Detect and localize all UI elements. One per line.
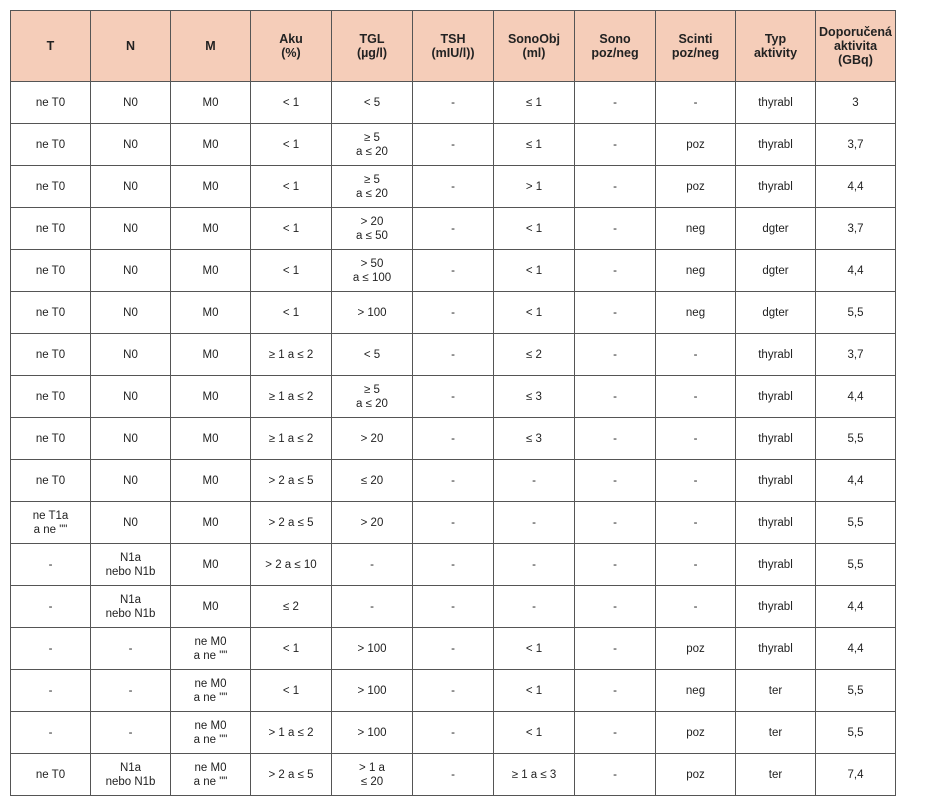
cell-tgl: > 20 [332, 418, 413, 460]
cell-scinti: poz [656, 628, 736, 670]
cell-n: N0 [91, 460, 171, 502]
table-body [11, 82, 896, 796]
cell-m: M0 [171, 166, 251, 208]
table-row [11, 208, 896, 250]
cell-m: ne M0 a ne "" [171, 628, 251, 670]
header-scinti: Scinti poz/neg [656, 11, 736, 82]
cell-t: - [11, 628, 91, 670]
table-row [11, 334, 896, 376]
cell-scinti: - [656, 418, 736, 460]
cell-n: - [91, 628, 171, 670]
cell-scinti: neg [656, 208, 736, 250]
cell-n: N0 [91, 250, 171, 292]
cell-aku: > 1 a ≤ 2 [251, 712, 332, 754]
cell-tsh: - [413, 460, 494, 502]
cell-scinti: neg [656, 250, 736, 292]
header-sono: Sono poz/neg [575, 11, 656, 82]
cell-tsh: - [413, 712, 494, 754]
cell-tsh: - [413, 208, 494, 250]
table-row [11, 754, 896, 796]
cell-n: N0 [91, 376, 171, 418]
cell-doporucena-aktivita: 4,4 [816, 628, 896, 670]
cell-tsh: - [413, 166, 494, 208]
table-row [11, 82, 896, 124]
cell-sonoobj: - [494, 502, 575, 544]
cell-sono: - [575, 124, 656, 166]
cell-scinti: neg [656, 670, 736, 712]
cell-sonoobj: < 1 [494, 208, 575, 250]
cell-m: M0 [171, 250, 251, 292]
cell-sono: - [575, 712, 656, 754]
cell-aku: < 1 [251, 628, 332, 670]
cell-doporucena-aktivita: 5,5 [816, 502, 896, 544]
cell-sono: - [575, 334, 656, 376]
table-row [11, 166, 896, 208]
cell-typ-aktivity: thyrabl [736, 586, 816, 628]
cell-sonoobj: < 1 [494, 712, 575, 754]
cell-tsh: - [413, 586, 494, 628]
cell-tgl: > 20 a ≤ 50 [332, 208, 413, 250]
table-row [11, 502, 896, 544]
cell-scinti: poz [656, 166, 736, 208]
cell-n: N0 [91, 124, 171, 166]
cell-tgl: - [332, 544, 413, 586]
cell-n: N0 [91, 208, 171, 250]
cell-t: ne T0 [11, 754, 91, 796]
cell-tsh: - [413, 418, 494, 460]
cell-tsh: - [413, 376, 494, 418]
cell-sonoobj: < 1 [494, 628, 575, 670]
cell-typ-aktivity: thyrabl [736, 628, 816, 670]
cell-tgl: < 5 [332, 82, 413, 124]
cell-aku: < 1 [251, 670, 332, 712]
table-header-row [11, 11, 896, 82]
cell-m: M0 [171, 502, 251, 544]
cell-scinti: - [656, 82, 736, 124]
cell-typ-aktivity: thyrabl [736, 334, 816, 376]
cell-aku: > 2 a ≤ 5 [251, 502, 332, 544]
cell-tsh: - [413, 502, 494, 544]
cell-doporucena-aktivita: 3,7 [816, 334, 896, 376]
cell-m: ne M0 a ne "" [171, 712, 251, 754]
cell-doporucena-aktivita: 4,4 [816, 166, 896, 208]
cell-scinti: - [656, 460, 736, 502]
cell-aku: ≥ 1 a ≤ 2 [251, 376, 332, 418]
cell-typ-aktivity: dgter [736, 292, 816, 334]
cell-n: N1a nebo N1b [91, 754, 171, 796]
cell-scinti: - [656, 586, 736, 628]
cell-typ-aktivity: dgter [736, 250, 816, 292]
cell-n: - [91, 712, 171, 754]
cell-sono: - [575, 754, 656, 796]
cell-tsh: - [413, 250, 494, 292]
cell-aku: ≤ 2 [251, 586, 332, 628]
data-table [10, 10, 896, 796]
cell-m: M0 [171, 82, 251, 124]
cell-n: N0 [91, 292, 171, 334]
cell-sonoobj: - [494, 586, 575, 628]
table-row [11, 418, 896, 460]
header-doporucena-aktivita: Doporučená aktivita (GBq) [816, 11, 896, 82]
cell-sono: - [575, 460, 656, 502]
cell-typ-aktivity: thyrabl [736, 502, 816, 544]
cell-tsh: - [413, 628, 494, 670]
cell-aku: > 2 a ≤ 10 [251, 544, 332, 586]
cell-tsh: - [413, 82, 494, 124]
table-row [11, 586, 896, 628]
cell-typ-aktivity: thyrabl [736, 166, 816, 208]
cell-t: - [11, 544, 91, 586]
cell-sonoobj: < 1 [494, 292, 575, 334]
cell-aku: < 1 [251, 250, 332, 292]
cell-typ-aktivity: dgter [736, 208, 816, 250]
cell-aku: < 1 [251, 124, 332, 166]
cell-t: ne T1a a ne "" [11, 502, 91, 544]
cell-sono: - [575, 292, 656, 334]
table-row [11, 712, 896, 754]
cell-typ-aktivity: ter [736, 670, 816, 712]
cell-aku: < 1 [251, 82, 332, 124]
cell-n: N1a nebo N1b [91, 544, 171, 586]
cell-sono: - [575, 250, 656, 292]
cell-typ-aktivity: ter [736, 754, 816, 796]
header-tsh: TSH (mIU/l)) [413, 11, 494, 82]
cell-sonoobj: - [494, 544, 575, 586]
cell-t: ne T0 [11, 460, 91, 502]
cell-m: ne M0 a ne "" [171, 754, 251, 796]
cell-tgl: > 50 a ≤ 100 [332, 250, 413, 292]
cell-doporucena-aktivita: 5,5 [816, 670, 896, 712]
cell-tgl: ≥ 5 a ≤ 20 [332, 166, 413, 208]
cell-m: M0 [171, 544, 251, 586]
cell-t: ne T0 [11, 376, 91, 418]
cell-typ-aktivity: thyrabl [736, 124, 816, 166]
table-row [11, 628, 896, 670]
cell-tgl: > 100 [332, 628, 413, 670]
cell-t: ne T0 [11, 124, 91, 166]
cell-t: ne T0 [11, 82, 91, 124]
cell-doporucena-aktivita: 3,7 [816, 208, 896, 250]
header-n: N [91, 11, 171, 82]
cell-sono: - [575, 376, 656, 418]
cell-tsh: - [413, 544, 494, 586]
cell-t: ne T0 [11, 292, 91, 334]
header-sonoobj: SonoObj (ml) [494, 11, 575, 82]
cell-m: M0 [171, 418, 251, 460]
cell-t: - [11, 586, 91, 628]
cell-doporucena-aktivita: 4,4 [816, 376, 896, 418]
cell-sonoobj: ≤ 2 [494, 334, 575, 376]
cell-sono: - [575, 544, 656, 586]
cell-sono: - [575, 670, 656, 712]
cell-m: M0 [171, 208, 251, 250]
cell-typ-aktivity: thyrabl [736, 418, 816, 460]
cell-aku: ≥ 1 a ≤ 2 [251, 334, 332, 376]
cell-doporucena-aktivita: 4,4 [816, 250, 896, 292]
table-row [11, 250, 896, 292]
cell-tsh: - [413, 334, 494, 376]
cell-typ-aktivity: thyrabl [736, 544, 816, 586]
cell-typ-aktivity: thyrabl [736, 376, 816, 418]
cell-tgl: > 100 [332, 670, 413, 712]
cell-tgl: ≤ 20 [332, 460, 413, 502]
cell-sono: - [575, 418, 656, 460]
cell-m: M0 [171, 460, 251, 502]
cell-aku: < 1 [251, 208, 332, 250]
cell-tgl: > 100 [332, 712, 413, 754]
cell-n: N1a nebo N1b [91, 586, 171, 628]
cell-scinti: - [656, 376, 736, 418]
cell-sonoobj: > 1 [494, 166, 575, 208]
cell-t: ne T0 [11, 418, 91, 460]
cell-sono: - [575, 586, 656, 628]
cell-sonoobj: < 1 [494, 670, 575, 712]
cell-sonoobj: ≤ 3 [494, 376, 575, 418]
cell-typ-aktivity: thyrabl [736, 460, 816, 502]
cell-doporucena-aktivita: 5,5 [816, 544, 896, 586]
cell-scinti: neg [656, 292, 736, 334]
cell-n: N0 [91, 418, 171, 460]
cell-tsh: - [413, 124, 494, 166]
cell-m: M0 [171, 376, 251, 418]
cell-sonoobj: ≤ 3 [494, 418, 575, 460]
cell-typ-aktivity: ter [736, 712, 816, 754]
cell-n: N0 [91, 334, 171, 376]
cell-tgl: - [332, 586, 413, 628]
cell-tsh: - [413, 292, 494, 334]
cell-tgl: ≥ 5 a ≤ 20 [332, 376, 413, 418]
cell-sono: - [575, 208, 656, 250]
cell-sono: - [575, 502, 656, 544]
header-m: M [171, 11, 251, 82]
cell-n: - [91, 670, 171, 712]
table-row [11, 544, 896, 586]
cell-doporucena-aktivita: 4,4 [816, 460, 896, 502]
cell-sono: - [575, 628, 656, 670]
cell-m: M0 [171, 334, 251, 376]
cell-t: ne T0 [11, 334, 91, 376]
table-row [11, 124, 896, 166]
cell-scinti: - [656, 334, 736, 376]
cell-m: ne M0 a ne "" [171, 670, 251, 712]
cell-doporucena-aktivita: 3 [816, 82, 896, 124]
cell-tgl: > 100 [332, 292, 413, 334]
cell-tgl: < 5 [332, 334, 413, 376]
cell-tgl: ≥ 5 a ≤ 20 [332, 124, 413, 166]
cell-t: ne T0 [11, 166, 91, 208]
cell-doporucena-aktivita: 5,5 [816, 712, 896, 754]
cell-doporucena-aktivita: 5,5 [816, 418, 896, 460]
cell-sonoobj: - [494, 460, 575, 502]
cell-aku: ≥ 1 a ≤ 2 [251, 418, 332, 460]
cell-scinti: poz [656, 712, 736, 754]
table-row [11, 376, 896, 418]
cell-t: - [11, 670, 91, 712]
cell-m: M0 [171, 292, 251, 334]
header-t: T [11, 11, 91, 82]
cell-aku: > 2 a ≤ 5 [251, 754, 332, 796]
cell-aku: > 2 a ≤ 5 [251, 460, 332, 502]
table-row [11, 460, 896, 502]
cell-sono: - [575, 166, 656, 208]
cell-doporucena-aktivita: 3,7 [816, 124, 896, 166]
cell-t: ne T0 [11, 208, 91, 250]
table-row [11, 292, 896, 334]
cell-doporucena-aktivita: 5,5 [816, 292, 896, 334]
cell-tgl: > 1 a ≤ 20 [332, 754, 413, 796]
cell-doporucena-aktivita: 7,4 [816, 754, 896, 796]
cell-sonoobj: ≥ 1 a ≤ 3 [494, 754, 575, 796]
cell-scinti: poz [656, 754, 736, 796]
cell-m: M0 [171, 124, 251, 166]
table-row [11, 670, 896, 712]
cell-n: N0 [91, 166, 171, 208]
cell-scinti: - [656, 544, 736, 586]
cell-n: N0 [91, 82, 171, 124]
header-typ-aktivity: Typ aktivity [736, 11, 816, 82]
cell-n: N0 [91, 502, 171, 544]
cell-typ-aktivity: thyrabl [736, 82, 816, 124]
cell-sonoobj: ≤ 1 [494, 82, 575, 124]
cell-scinti: poz [656, 124, 736, 166]
cell-tsh: - [413, 670, 494, 712]
header-aku: Aku (%) [251, 11, 332, 82]
cell-t: - [11, 712, 91, 754]
cell-m: M0 [171, 586, 251, 628]
cell-aku: < 1 [251, 166, 332, 208]
cell-tsh: - [413, 754, 494, 796]
cell-sonoobj: < 1 [494, 250, 575, 292]
cell-scinti: - [656, 502, 736, 544]
cell-sono: - [575, 82, 656, 124]
cell-aku: < 1 [251, 292, 332, 334]
cell-t: ne T0 [11, 250, 91, 292]
cell-sonoobj: ≤ 1 [494, 124, 575, 166]
cell-doporucena-aktivita: 4,4 [816, 586, 896, 628]
table-container [10, 10, 896, 796]
header-tgl: TGL (µg/l) [332, 11, 413, 82]
cell-tgl: > 20 [332, 502, 413, 544]
